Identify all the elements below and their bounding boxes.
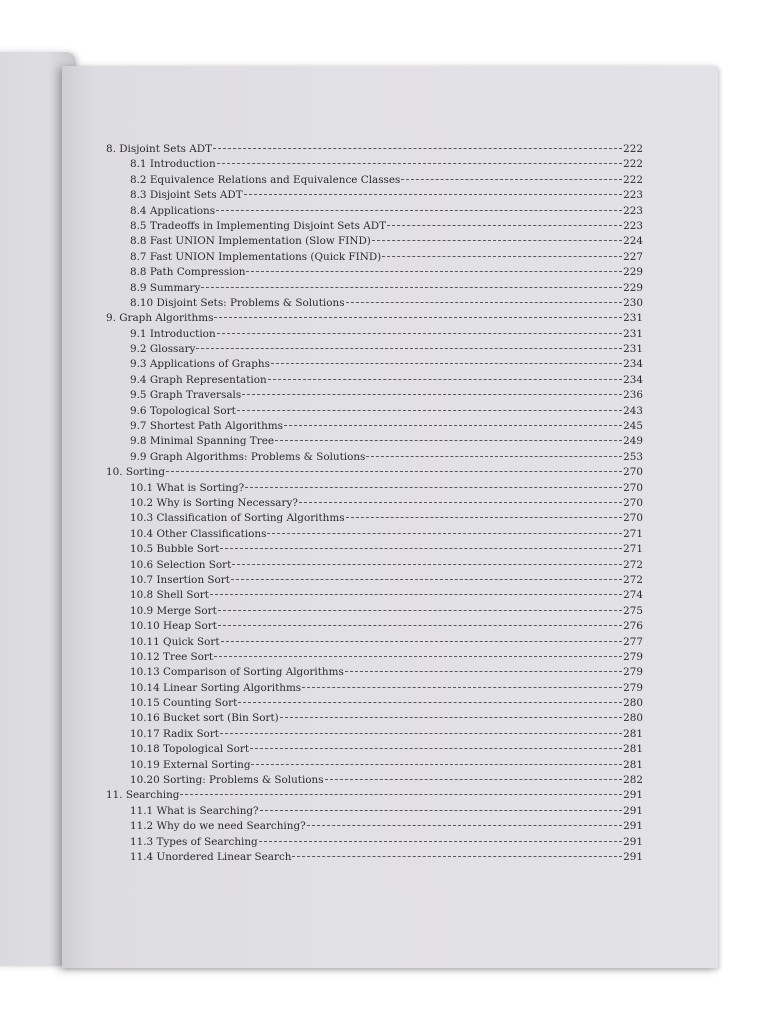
toc-entry-title: 10.7 Insertion Sort	[130, 573, 230, 586]
dot-leader	[214, 317, 622, 318]
toc-entry-title: 11. Searching	[106, 789, 180, 802]
toc-section-entry	[106, 728, 643, 743]
toc-entry-title: 11.3 Types of Searching	[130, 835, 258, 848]
toc-section-entry	[106, 358, 643, 373]
toc-entry-title: 8. Disjoint Sets ADT	[106, 143, 213, 155]
toc-section-entry	[106, 651, 643, 666]
dot-leader	[346, 517, 623, 518]
toc-entry-title: 10.5 Bubble Sort	[130, 543, 220, 556]
toc-entry-page: 281	[623, 758, 643, 771]
toc-entry-title: 11.1 What is Searching?	[130, 804, 259, 817]
toc-entry-title: 10.18 Topological Sort	[130, 743, 250, 756]
toc-section-entry	[106, 836, 643, 851]
toc-entry-page: 234	[623, 358, 643, 371]
toc-chapter-entry	[106, 789, 643, 804]
toc-entry-page: 277	[623, 635, 643, 648]
dot-leader	[217, 333, 623, 334]
toc-section-entry	[106, 820, 643, 835]
toc-section-entry	[106, 282, 643, 297]
toc-entry-title: 9.4 Graph Representation	[130, 373, 267, 386]
toc-section-entry	[106, 636, 643, 651]
toc-section-entry	[106, 805, 643, 820]
toc-section-entry	[106, 158, 643, 173]
dot-leader	[242, 394, 622, 395]
dot-leader	[280, 717, 622, 718]
dot-leader	[275, 440, 622, 441]
toc-section-entry	[106, 205, 643, 220]
toc-entry-page: 223	[623, 189, 643, 202]
toc-entry-page: 222	[623, 158, 643, 171]
dot-leader	[284, 425, 622, 426]
dot-leader	[346, 302, 623, 303]
toc-entry-page: 230	[623, 296, 643, 309]
dot-leader	[213, 148, 622, 149]
toc-entry-title: 10.19 External Sorting	[130, 758, 251, 771]
toc-entry-page: 229	[623, 266, 643, 279]
dot-leader	[251, 764, 622, 765]
toc-entry-page: 281	[623, 743, 643, 756]
dot-leader	[271, 363, 622, 364]
toc-entry-page: 272	[623, 558, 643, 571]
toc-entry-page: 279	[623, 650, 643, 663]
dot-leader	[267, 533, 622, 534]
toc-entry-page: 279	[623, 666, 643, 679]
dot-leader	[166, 471, 622, 472]
dot-leader	[325, 779, 623, 780]
dot-leader	[299, 502, 622, 503]
dot-leader	[366, 456, 622, 457]
toc-entry-page: 222	[623, 143, 643, 155]
toc-section-entry	[106, 620, 643, 635]
toc-section-entry	[106, 559, 643, 574]
dot-leader	[218, 625, 622, 626]
toc-entry-page: 281	[623, 727, 643, 740]
toc-section-entry	[106, 697, 643, 712]
toc-entry-title: 9.6 Topological Sort	[130, 404, 236, 417]
toc-entry-page: 291	[623, 804, 643, 817]
toc-entry-page: 227	[623, 250, 643, 263]
toc-section-entry	[106, 420, 643, 435]
toc-entry-title: 10.12 Tree Sort	[130, 650, 214, 663]
toc-entry-page: 223	[623, 204, 643, 217]
toc-entry-title: 9.3 Applications of Graphs	[130, 358, 270, 371]
toc-section-entry	[106, 482, 643, 497]
toc-entry-title: 10.16 Bucket sort (Bin Sort)	[130, 712, 279, 725]
toc-section-entry	[106, 266, 643, 281]
dot-leader	[259, 841, 622, 842]
toc-section-entry	[106, 405, 643, 420]
toc-section-entry	[106, 497, 643, 512]
toc-entry-page: 271	[623, 527, 643, 540]
toc-entry-page: 249	[623, 435, 643, 448]
toc-section-entry	[106, 189, 643, 204]
toc-entry-page: 253	[623, 450, 643, 463]
toc-entry-page: 229	[623, 281, 643, 294]
dot-leader	[220, 733, 622, 734]
table-of-contents	[106, 143, 643, 866]
dot-leader	[372, 240, 622, 241]
toc-entry-title: 11.2 Why do we need Searching?	[130, 820, 306, 833]
dot-leader	[345, 671, 622, 672]
toc-entry-page: 280	[623, 697, 643, 710]
toc-entry-title: 8.5 Tradeoffs in Implementing Disjoint Sets ADT	[130, 219, 387, 232]
toc-chapter-entry	[106, 466, 643, 481]
dot-leader	[220, 548, 622, 549]
toc-section-entry	[106, 435, 643, 450]
dot-leader	[218, 610, 622, 611]
toc-entry-page: 291	[623, 850, 643, 863]
toc-entry-page: 275	[623, 604, 643, 617]
dot-leader	[180, 794, 622, 795]
toc-section-entry	[106, 251, 643, 266]
toc-section-entry	[106, 574, 643, 589]
toc-section-entry	[106, 343, 643, 358]
toc-section-entry	[106, 451, 643, 466]
toc-entry-page: 231	[623, 312, 643, 325]
toc-entry-title: 8.4 Applications	[130, 204, 216, 217]
dot-leader	[216, 210, 622, 211]
toc-section-entry	[106, 743, 643, 758]
toc-section-entry	[106, 682, 643, 697]
toc-section-entry	[106, 774, 643, 789]
toc-section-entry	[106, 543, 643, 558]
toc-section-entry	[106, 712, 643, 727]
toc-entry-page: 243	[623, 404, 643, 417]
dot-leader	[268, 379, 622, 380]
dot-leader	[382, 256, 622, 257]
toc-entry-title: 9.2 Glossary	[130, 343, 196, 356]
toc-section-entry	[106, 297, 643, 312]
toc-entry-page: 282	[623, 774, 643, 787]
dot-leader	[221, 641, 623, 642]
toc-section-entry	[106, 605, 643, 620]
dot-leader	[238, 702, 622, 703]
dot-leader	[245, 487, 622, 488]
toc-section-entry	[106, 759, 643, 774]
toc-entry-title: 10. Sorting	[106, 466, 166, 479]
toc-entry-title: 10.17 Radix Sort	[130, 727, 219, 740]
toc-entry-page: 231	[623, 327, 643, 340]
toc-entry-title: 8.8 Path Compression	[130, 266, 246, 279]
toc-section-entry	[106, 389, 643, 404]
toc-section-entry	[106, 666, 643, 681]
dot-leader	[292, 856, 622, 857]
toc-entry-title: 10.2 Why is Sorting Necessary?	[130, 496, 298, 509]
toc-entry-title: 10.14 Linear Sorting Algorithms	[130, 681, 302, 694]
toc-section-entry	[106, 328, 643, 343]
toc-entry-page: 291	[623, 835, 643, 848]
dot-leader	[307, 825, 622, 826]
toc-chapter-entry	[106, 312, 643, 327]
toc-entry-page: 223	[623, 219, 643, 232]
dot-leader	[302, 687, 622, 688]
toc-entry-title: 11.4 Unordered Linear Search	[130, 850, 292, 863]
toc-entry-page: 234	[623, 373, 643, 386]
toc-entry-title: 10.20 Sorting: Problems & Solutions	[130, 774, 324, 787]
toc-entry-page: 291	[623, 820, 643, 833]
dot-leader	[214, 656, 622, 657]
toc-entry-title: 9.8 Minimal Spanning Tree	[130, 435, 274, 448]
dot-leader	[387, 225, 622, 226]
toc-entry-title: 10.13 Comparison of Sorting Algorithms	[130, 666, 344, 679]
toc-entry-page: 274	[623, 589, 643, 602]
dot-leader	[196, 348, 622, 349]
toc-entry-page: 271	[623, 543, 643, 556]
toc-entry-title: 9.5 Graph Traversals	[130, 389, 242, 402]
toc-entry-title: 8.10 Disjoint Sets: Problems & Solutions	[130, 296, 345, 309]
toc-entry-title: 10.11 Quick Sort	[130, 635, 220, 648]
toc-entry-title: 9.1 Introduction	[130, 327, 216, 340]
toc-entry-title: 10.6 Selection Sort	[130, 558, 232, 571]
dot-leader	[231, 579, 622, 580]
dot-leader	[201, 287, 622, 288]
toc-section-entry	[106, 174, 643, 189]
toc-entry-title: 8.3 Disjoint Sets ADT	[130, 189, 243, 202]
toc-entry-title: 10.3 Classification of Sorting Algorithms	[130, 512, 345, 525]
toc-entry-title: 8.2 Equivalence Relations and Equivalence Classes	[130, 173, 401, 186]
toc-entry-page: 272	[623, 573, 643, 586]
dot-leader	[210, 594, 622, 595]
toc-section-entry	[106, 374, 643, 389]
toc-entry-page: 279	[623, 681, 643, 694]
toc-entry-page: 270	[623, 481, 643, 494]
toc-entry-title: 10.15 Counting Sort	[130, 697, 238, 710]
toc-entry-title: 8.9 Summary	[130, 281, 201, 294]
toc-entry-page: 291	[623, 789, 643, 802]
dot-leader	[244, 194, 623, 195]
toc-entry-page: 270	[623, 496, 643, 509]
toc-entry-page: 270	[623, 512, 643, 525]
toc-entry-title: 10.9 Merge Sort	[130, 604, 217, 617]
toc-section-entry	[106, 589, 643, 604]
toc-entry-page: 280	[623, 712, 643, 725]
toc-entry-title: 10.10 Heap Sort	[130, 620, 217, 633]
toc-entry-title: 9.9 Graph Algorithms: Problems & Solutions	[130, 450, 366, 463]
dot-leader	[260, 810, 623, 811]
toc-entry-title: 10.4 Other Classifications	[130, 527, 267, 540]
toc-entry-page: 236	[623, 389, 643, 402]
toc-entry-title: 10.8 Shell Sort	[130, 589, 209, 602]
dot-leader	[246, 271, 622, 272]
toc-entry-title: 10.1 What is Sorting?	[130, 481, 245, 494]
toc-entry-title: 8.7 Fast UNION Implementations (Quick FIND)	[130, 250, 382, 263]
dot-leader	[401, 179, 622, 180]
dot-leader	[217, 163, 623, 164]
dot-leader	[237, 410, 622, 411]
toc-chapter-entry	[106, 143, 643, 158]
toc-section-entry	[106, 512, 643, 527]
dot-leader	[250, 748, 622, 749]
toc-entry-page: 222	[623, 173, 643, 186]
toc-entry-title: 9.7 Shortest Path Algorithms	[130, 420, 283, 433]
toc-section-entry	[106, 220, 643, 235]
toc-entry-page: 276	[623, 620, 643, 633]
toc-entry-title: 8.1 Introduction	[130, 158, 216, 171]
toc-entry-title: 8.8 Fast UNION Implementation (Slow FIND)	[130, 235, 371, 248]
dot-leader	[232, 564, 622, 565]
toc-section-entry	[106, 235, 643, 250]
toc-entry-page: 224	[623, 235, 643, 248]
toc-entry-page: 245	[623, 420, 643, 433]
toc-entry-page: 231	[623, 343, 643, 356]
toc-entry-page: 270	[623, 466, 643, 479]
toc-section-entry	[106, 851, 643, 866]
toc-entry-title: 9. Graph Algorithms	[106, 312, 214, 325]
toc-section-entry	[106, 528, 643, 543]
